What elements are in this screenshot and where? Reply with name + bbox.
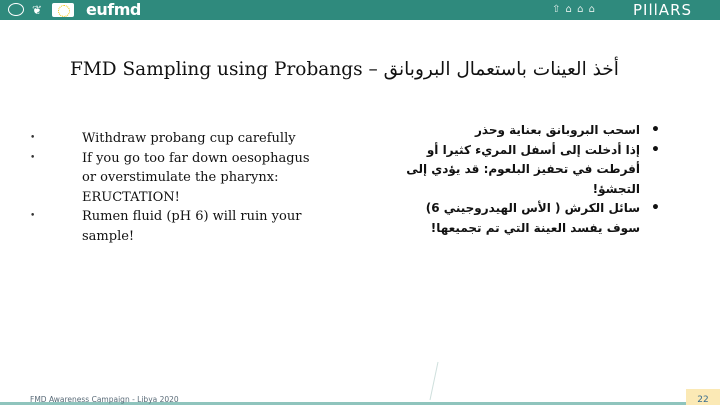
list-item-text: اسحب البروبانق بعناية وحذر (475, 123, 640, 137)
list-item-text: Rumen fluid (pH 6) will ruin your sample! (82, 209, 302, 244)
bullet-icon: • (30, 152, 36, 163)
list-item (30, 149, 320, 208)
leaf-logo-icon: ❦ (31, 3, 43, 17)
list-item-text: سائل الكرش ( الأس الهيدروجيني 6) سوف يفسد العينة التي تم تجميعها! (425, 201, 640, 235)
fao-logo-icon (8, 3, 24, 16)
pillars-decoration-icon: ⇧ ⌂ ⌂ ⌂ (552, 4, 596, 15)
page-number-badge: 22 (686, 389, 720, 405)
header-bar (0, 0, 720, 20)
bullet-icon: • (30, 133, 36, 143)
list-item (30, 129, 320, 149)
english-bullet-list (30, 129, 320, 246)
eufmd-logo: eufmd (86, 0, 141, 19)
pillars-logo: PIllARS (633, 1, 693, 19)
list-item-text: Withdraw probang cup carefully (82, 131, 296, 146)
decorative-line (420, 360, 450, 405)
list-item (400, 121, 690, 141)
bullet-icon: • (30, 211, 36, 221)
arabic-bullet-list (400, 121, 690, 238)
slide-title: FMD Sampling using Probangs – أخذ العينات باستعمال البروبانق (70, 59, 619, 80)
eu-flag-icon (52, 3, 74, 17)
list-item (400, 141, 690, 200)
list-item-text: إذا أدخلت إلى أسفل المريء كثيرا أو أفرطت في تحفيز البلعوم: قد يؤدي إلى التجشؤ! (406, 142, 640, 196)
list-item (400, 199, 690, 238)
bullet-icon: • (651, 122, 660, 138)
footer-campaign-text: FMD Awareness Campaign - Libya 2020 (30, 395, 179, 404)
list-item-text: If you go too far down oesophagus or overstimulate the pharynx: ERUCTATION! (82, 150, 310, 205)
bullet-icon: • (651, 141, 660, 158)
list-item (30, 207, 320, 246)
bullet-icon: • (651, 200, 660, 216)
